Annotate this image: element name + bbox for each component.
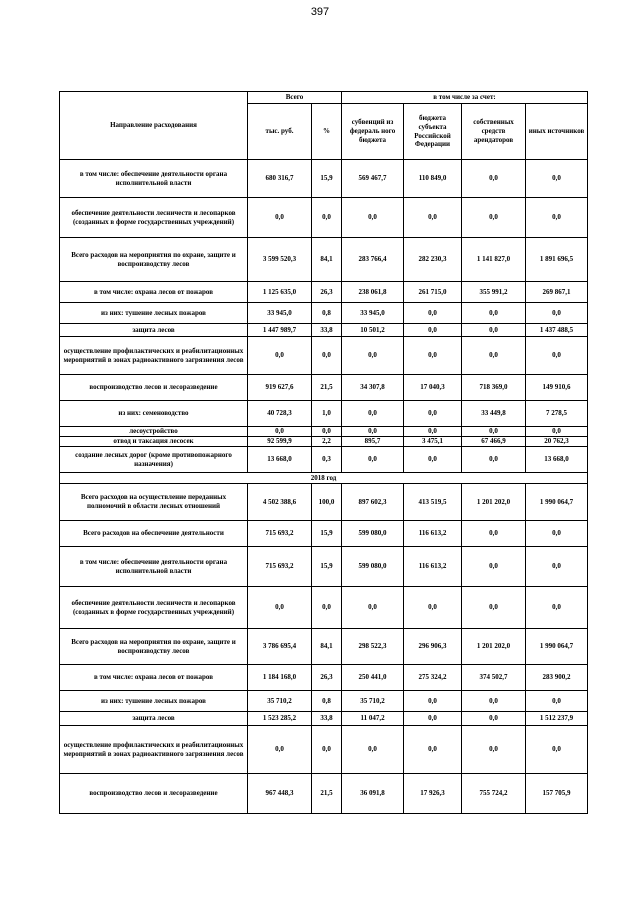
cell-total: 715 693,2 — [248, 521, 312, 547]
cell-total: 0,0 — [248, 587, 312, 629]
cell-total: 967 448,3 — [248, 774, 312, 814]
table-row — [60, 587, 588, 629]
cell-regional-budget: 296 906,3 — [404, 629, 462, 665]
cell-lessees: 67 466,9 — [462, 437, 526, 447]
cell-other-sources: 1 990 064,7 — [526, 629, 588, 665]
cell-total: 1 125 635,0 — [248, 282, 312, 303]
table-row — [60, 521, 588, 547]
cell-lessees: 755 724,2 — [462, 774, 526, 814]
cell-direction: защита лесов — [60, 324, 248, 337]
cell-total: 715 693,2 — [248, 547, 312, 587]
table-row — [60, 238, 588, 282]
cell-subsidies: 0,0 — [342, 726, 404, 774]
year-2018-label: 2018 год — [60, 473, 588, 484]
cell-regional-budget: 0,0 — [404, 401, 462, 427]
cell-lessees: 0,0 — [462, 198, 526, 238]
cell-subsidies: 569 467,7 — [342, 160, 404, 198]
cell-direction: Всего расходов на осуществление переданных полномочий в области лесных отношений — [60, 484, 248, 521]
page-number: 397 — [310, 6, 330, 18]
cell-subsidies: 0,0 — [342, 447, 404, 473]
cell-direction: лесоустройство — [60, 427, 248, 437]
cell-subsidies: 35 710,2 — [342, 691, 404, 712]
cell-percent: 0,8 — [312, 303, 342, 324]
cell-regional-budget: 0,0 — [404, 303, 462, 324]
cell-lessees: 0,0 — [462, 587, 526, 629]
header-total: Всего — [248, 92, 342, 104]
cell-lessees: 33 449,8 — [462, 401, 526, 427]
cell-lessees: 1 141 827,0 — [462, 238, 526, 282]
cell-direction: в том числе: обеспечение деятельности органа исполнительной власти — [60, 547, 248, 587]
cell-direction: Всего расходов на мероприятия по охране, защите и воспроизводству лесов — [60, 238, 248, 282]
cell-lessees: 0,0 — [462, 447, 526, 473]
header-regional-budget: бюджета субъекта Российской Федерации — [404, 104, 462, 160]
table-row — [60, 282, 588, 303]
cell-other-sources: 0,0 — [526, 160, 588, 198]
cell-total: 919 627,6 — [248, 375, 312, 401]
cell-direction: в том числе: обеспечение деятельности органа исполнительной власти — [60, 160, 248, 198]
cell-other-sources: 1 990 064,7 — [526, 484, 588, 521]
cell-direction: Всего расходов на обеспечение деятельности — [60, 521, 248, 547]
cell-percent: 33,8 — [312, 324, 342, 337]
cell-other-sources: 0,0 — [526, 587, 588, 629]
cell-regional-budget: 261 715,0 — [404, 282, 462, 303]
cell-direction: в том числе: охрана лесов от пожаров — [60, 282, 248, 303]
table-row — [60, 160, 588, 198]
cell-direction: осуществление профилактических и реабилитационных мероприятий в зонах радиоактивного загрязнения лесов — [60, 337, 248, 375]
cell-regional-budget: 17 040,3 — [404, 375, 462, 401]
cell-direction: осуществление профилактических и реабилитационных мероприятий в зонах радиоактивного загрязнения лесов — [60, 726, 248, 774]
cell-subsidies: 599 080,0 — [342, 547, 404, 587]
table-body-b — [60, 484, 588, 814]
cell-regional-budget: 110 849,0 — [404, 160, 462, 198]
table-row — [60, 324, 588, 337]
cell-subsidies: 34 307,8 — [342, 375, 404, 401]
table-row — [60, 484, 588, 521]
cell-other-sources: 7 278,5 — [526, 401, 588, 427]
cell-direction: обеспечение деятельности лесничеств и лесопарков (созданных в форме государственных учреждений) — [60, 198, 248, 238]
cell-regional-budget: 0,0 — [404, 447, 462, 473]
cell-other-sources: 0,0 — [526, 337, 588, 375]
cell-other-sources: 0,0 — [526, 427, 588, 437]
cell-total: 92 599,9 — [248, 437, 312, 447]
cell-direction: из них: тушение лесных пожаров — [60, 691, 248, 712]
cell-other-sources: 0,0 — [526, 521, 588, 547]
cell-percent: 1,0 — [312, 401, 342, 427]
cell-lessees: 0,0 — [462, 303, 526, 324]
cell-percent: 15,9 — [312, 160, 342, 198]
cell-regional-budget: 0,0 — [404, 198, 462, 238]
cell-regional-budget: 0,0 — [404, 726, 462, 774]
table-row — [60, 337, 588, 375]
cell-total: 3 599 520,3 — [248, 238, 312, 282]
cell-subsidies: 895,7 — [342, 437, 404, 447]
cell-lessees: 0,0 — [462, 521, 526, 547]
cell-lessees: 0,0 — [462, 324, 526, 337]
cell-direction: обеспечение деятельности лесничеств и лесопарков (созданных в форме государственных учреждений) — [60, 587, 248, 629]
cell-total: 1 184 168,0 — [248, 665, 312, 691]
cell-regional-budget: 0,0 — [404, 587, 462, 629]
cell-total: 0,0 — [248, 427, 312, 437]
cell-regional-budget: 0,0 — [404, 324, 462, 337]
header-percent: % — [312, 104, 342, 160]
table-row — [60, 712, 588, 726]
table-row — [60, 375, 588, 401]
cell-percent: 33,8 — [312, 712, 342, 726]
cell-regional-budget: 275 324,2 — [404, 665, 462, 691]
cell-total: 13 668,0 — [248, 447, 312, 473]
cell-other-sources: 0,0 — [526, 547, 588, 587]
table-row — [60, 427, 588, 437]
cell-direction: создание лесных дорог (кроме противопожарного назначения) — [60, 447, 248, 473]
cell-percent: 15,9 — [312, 521, 342, 547]
cell-total: 40 728,3 — [248, 401, 312, 427]
header-thousand-rub: тыс. руб. — [248, 104, 312, 160]
cell-lessees: 0,0 — [462, 547, 526, 587]
cell-percent: 2,2 — [312, 437, 342, 447]
header-lessees: собственных средств арендаторов — [462, 104, 526, 160]
cell-total: 35 710,2 — [248, 691, 312, 712]
cell-other-sources: 13 668,0 — [526, 447, 588, 473]
cell-lessees: 1 201 202,0 — [462, 629, 526, 665]
cell-lessees: 0,0 — [462, 160, 526, 198]
cell-subsidies: 250 441,0 — [342, 665, 404, 691]
cell-percent: 0,0 — [312, 337, 342, 375]
cell-other-sources: 0,0 — [526, 303, 588, 324]
cell-other-sources: 1 437 488,5 — [526, 324, 588, 337]
table-row — [60, 774, 588, 814]
cell-regional-budget: 3 475,1 — [404, 437, 462, 447]
cell-total: 1 523 285,2 — [248, 712, 312, 726]
cell-subsidies: 11 047,2 — [342, 712, 404, 726]
cell-lessees: 0,0 — [462, 726, 526, 774]
header-including: в том числе за счет: — [342, 92, 588, 104]
cell-percent: 0,0 — [312, 726, 342, 774]
cell-total: 1 447 989,7 — [248, 324, 312, 337]
cell-regional-budget: 282 230,3 — [404, 238, 462, 282]
cell-direction: отвод и таксация лесосек — [60, 437, 248, 447]
table-row — [60, 629, 588, 665]
cell-direction: в том числе: охрана лесов от пожаров — [60, 665, 248, 691]
cell-other-sources: 149 910,6 — [526, 375, 588, 401]
expenditure-table — [59, 91, 588, 814]
cell-lessees: 718 369,0 — [462, 375, 526, 401]
cell-lessees: 355 991,2 — [462, 282, 526, 303]
header-direction: Направление расходования — [60, 92, 248, 160]
cell-other-sources: 1 512 237,9 — [526, 712, 588, 726]
cell-total: 0,0 — [248, 726, 312, 774]
cell-subsidies: 0,0 — [342, 587, 404, 629]
cell-lessees: 0,0 — [462, 712, 526, 726]
table-row — [60, 691, 588, 712]
cell-percent: 100,0 — [312, 484, 342, 521]
cell-total: 0,0 — [248, 337, 312, 375]
cell-percent: 15,9 — [312, 547, 342, 587]
cell-subsidies: 10 501,2 — [342, 324, 404, 337]
cell-direction: защита лесов — [60, 712, 248, 726]
cell-total: 680 316,7 — [248, 160, 312, 198]
cell-percent: 21,5 — [312, 774, 342, 814]
cell-subsidies: 238 061,8 — [342, 282, 404, 303]
cell-regional-budget: 116 613,2 — [404, 547, 462, 587]
cell-other-sources: 0,0 — [526, 726, 588, 774]
cell-subsidies: 283 766,4 — [342, 238, 404, 282]
cell-lessees: 0,0 — [462, 337, 526, 375]
cell-direction: воспроизводство лесов и лесоразведение — [60, 375, 248, 401]
cell-percent: 26,3 — [312, 665, 342, 691]
cell-lessees: 0,0 — [462, 427, 526, 437]
cell-percent: 84,1 — [312, 629, 342, 665]
cell-percent: 84,1 — [312, 238, 342, 282]
table-row — [60, 401, 588, 427]
cell-regional-budget: 0,0 — [404, 427, 462, 437]
cell-percent: 0,8 — [312, 691, 342, 712]
cell-lessees: 0,0 — [462, 691, 526, 712]
cell-regional-budget: 17 926,3 — [404, 774, 462, 814]
cell-lessees: 374 502,7 — [462, 665, 526, 691]
cell-other-sources: 157 705,9 — [526, 774, 588, 814]
table-row — [60, 303, 588, 324]
cell-other-sources: 283 900,2 — [526, 665, 588, 691]
table-row — [60, 437, 588, 447]
cell-regional-budget: 0,0 — [404, 712, 462, 726]
table-row — [60, 547, 588, 587]
cell-total: 0,0 — [248, 198, 312, 238]
cell-percent: 0,0 — [312, 587, 342, 629]
cell-subsidies: 0,0 — [342, 337, 404, 375]
table-row — [60, 726, 588, 774]
cell-percent: 0,3 — [312, 447, 342, 473]
cell-percent: 26,3 — [312, 282, 342, 303]
cell-regional-budget: 116 613,2 — [404, 521, 462, 547]
header-subsidies: субвенций из федераль ного бюджета — [342, 104, 404, 160]
cell-other-sources: 20 762,3 — [526, 437, 588, 447]
cell-direction: из них: семеноводство — [60, 401, 248, 427]
cell-percent: 0,0 — [312, 198, 342, 238]
cell-regional-budget: 0,0 — [404, 691, 462, 712]
cell-subsidies: 0,0 — [342, 401, 404, 427]
cell-total: 4 502 388,6 — [248, 484, 312, 521]
cell-total: 3 786 695,4 — [248, 629, 312, 665]
cell-percent: 0,0 — [312, 427, 342, 437]
cell-subsidies: 33 945,0 — [342, 303, 404, 324]
cell-regional-budget: 413 519,5 — [404, 484, 462, 521]
cell-total: 33 945,0 — [248, 303, 312, 324]
cell-subsidies: 0,0 — [342, 427, 404, 437]
cell-subsidies: 599 080,0 — [342, 521, 404, 547]
cell-direction: воспроизводство лесов и лесоразведение — [60, 774, 248, 814]
cell-other-sources: 0,0 — [526, 691, 588, 712]
cell-subsidies: 36 091,8 — [342, 774, 404, 814]
cell-subsidies: 298 522,3 — [342, 629, 404, 665]
header-other-sources: иных источников — [526, 104, 588, 160]
table-row — [60, 447, 588, 473]
cell-subsidies: 0,0 — [342, 198, 404, 238]
cell-other-sources: 1 891 696,5 — [526, 238, 588, 282]
cell-regional-budget: 0,0 — [404, 337, 462, 375]
cell-other-sources: 269 867,1 — [526, 282, 588, 303]
table-row — [60, 665, 588, 691]
cell-direction: из них: тушение лесных пожаров — [60, 303, 248, 324]
table-row — [60, 198, 588, 238]
cell-lessees: 1 201 202,0 — [462, 484, 526, 521]
cell-percent: 21,5 — [312, 375, 342, 401]
cell-other-sources: 0,0 — [526, 198, 588, 238]
cell-direction: Всего расходов на мероприятия по охране, защите и воспроизводству лесов — [60, 629, 248, 665]
table-body-a — [60, 160, 588, 473]
cell-subsidies: 897 602,3 — [342, 484, 404, 521]
